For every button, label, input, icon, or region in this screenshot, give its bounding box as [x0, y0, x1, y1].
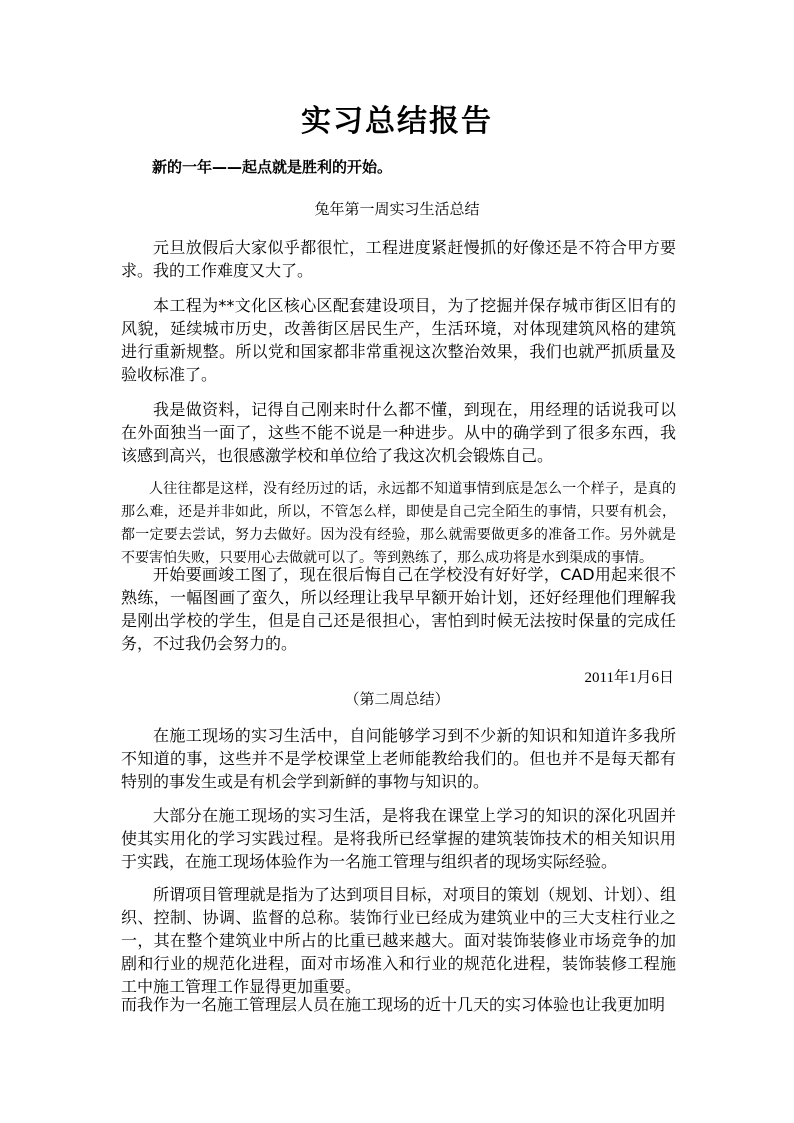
document-subtitle: 新的一年——起点就是胜利的开始。 [152, 158, 393, 176]
document-title: 实习总结报告 [301, 104, 493, 139]
paragraph: 在施工现场的实习生活中，自问能够学习到不少新的知识和知道许多我所不知道的事，这些并不是学校课堂上老师能教给我们的。但也并不是每天都有特别的事发生或是有机会学到新鲜的事物与知识的。 [121, 726, 676, 791]
week2-heading: （第二周总结） [344, 690, 450, 708]
report-date: 2011年1月6日 [584, 670, 674, 686]
paragraph: 我是做资料，记得自己刚来时什么都不懂，到现在，用经理的话说我可以在外面独当一面了，这些不能不说是一种进步。从中的确学到了很多东西，我该感到高兴，也很感激学校和单位给了我这次机会锻炼自己。 [121, 400, 676, 465]
paragraph: 开始要画竣工图了，现在很后悔自己在学校没有好好学，CAD用起来很不熟练，一幅图画了蛮久，所以经理让我早早额开始计划，还好经理他们理解我是刚出学校的学生，但是自己还是很担心，害怕到时候无法按时保量的完成任务，不过我仍会努力的。 [121, 565, 676, 653]
paragraph: 人往往都是这样，没有经历过的话，永远都不知道事情到底是怎么一个样子，是真的那么难，还是并非如此，所以，不管怎么样，即使是自己完全陌生的事情，只要有机会，都一定要去尝试，努力去做好。因为没有经验，那么就需要做更多的准备工作。另外就是不要害怕失败，只要用心去做就可以了。等到熟练了，那么成功将是水到渠成的事情。 [121, 481, 676, 566]
paragraph: 元旦放假后大家似乎都很忙，工程进度紧赶慢抓的好像还是不符合甲方要求。我的工作难度又大了。 [121, 238, 676, 280]
paragraph: 本工程为**文化区核心区配套建设项目，为了挖掘并保存城市街区旧有的风貌，延续城市历史，改善街区居民生产，生活环境，对体现建筑风格的建筑进行重新规整。所以党和国家都非常重视这次整治效果，我们也就严抓质量及验收标准了。 [121, 296, 676, 384]
paragraph: 大部分在施工现场的实习生活，是将我在课堂上学习的知识的深化巩固并使其实用化的学习实践过程。是将我所已经掌握的建筑装饰技术的相关知识用于实践，在施工现场体验作为一名施工管理与组织者的现场实际经验。 [121, 806, 676, 871]
week1-heading: 兔年第一周实习生活总结 [314, 200, 480, 218]
paragraph: 而我作为一名施工管理层人员在施工现场的近十几天的实习体验也让我更加明 [121, 995, 666, 1014]
paragraph: 所谓项目管理就是指为了达到项目目标，对项目的策划（规划、计划）、组织、控制、协调、监督的总称。装饰行业已经成为建筑业中的三大支柱行业之一，其在整个建筑业中所占的比重已越来越大。面对装饰装修业市场竞争的加剧和行业的规范化进程，面对市场准入和行业的规范化进程，装饰装修工程施工中施工管理工作显得更加重要。 [121, 885, 676, 996]
